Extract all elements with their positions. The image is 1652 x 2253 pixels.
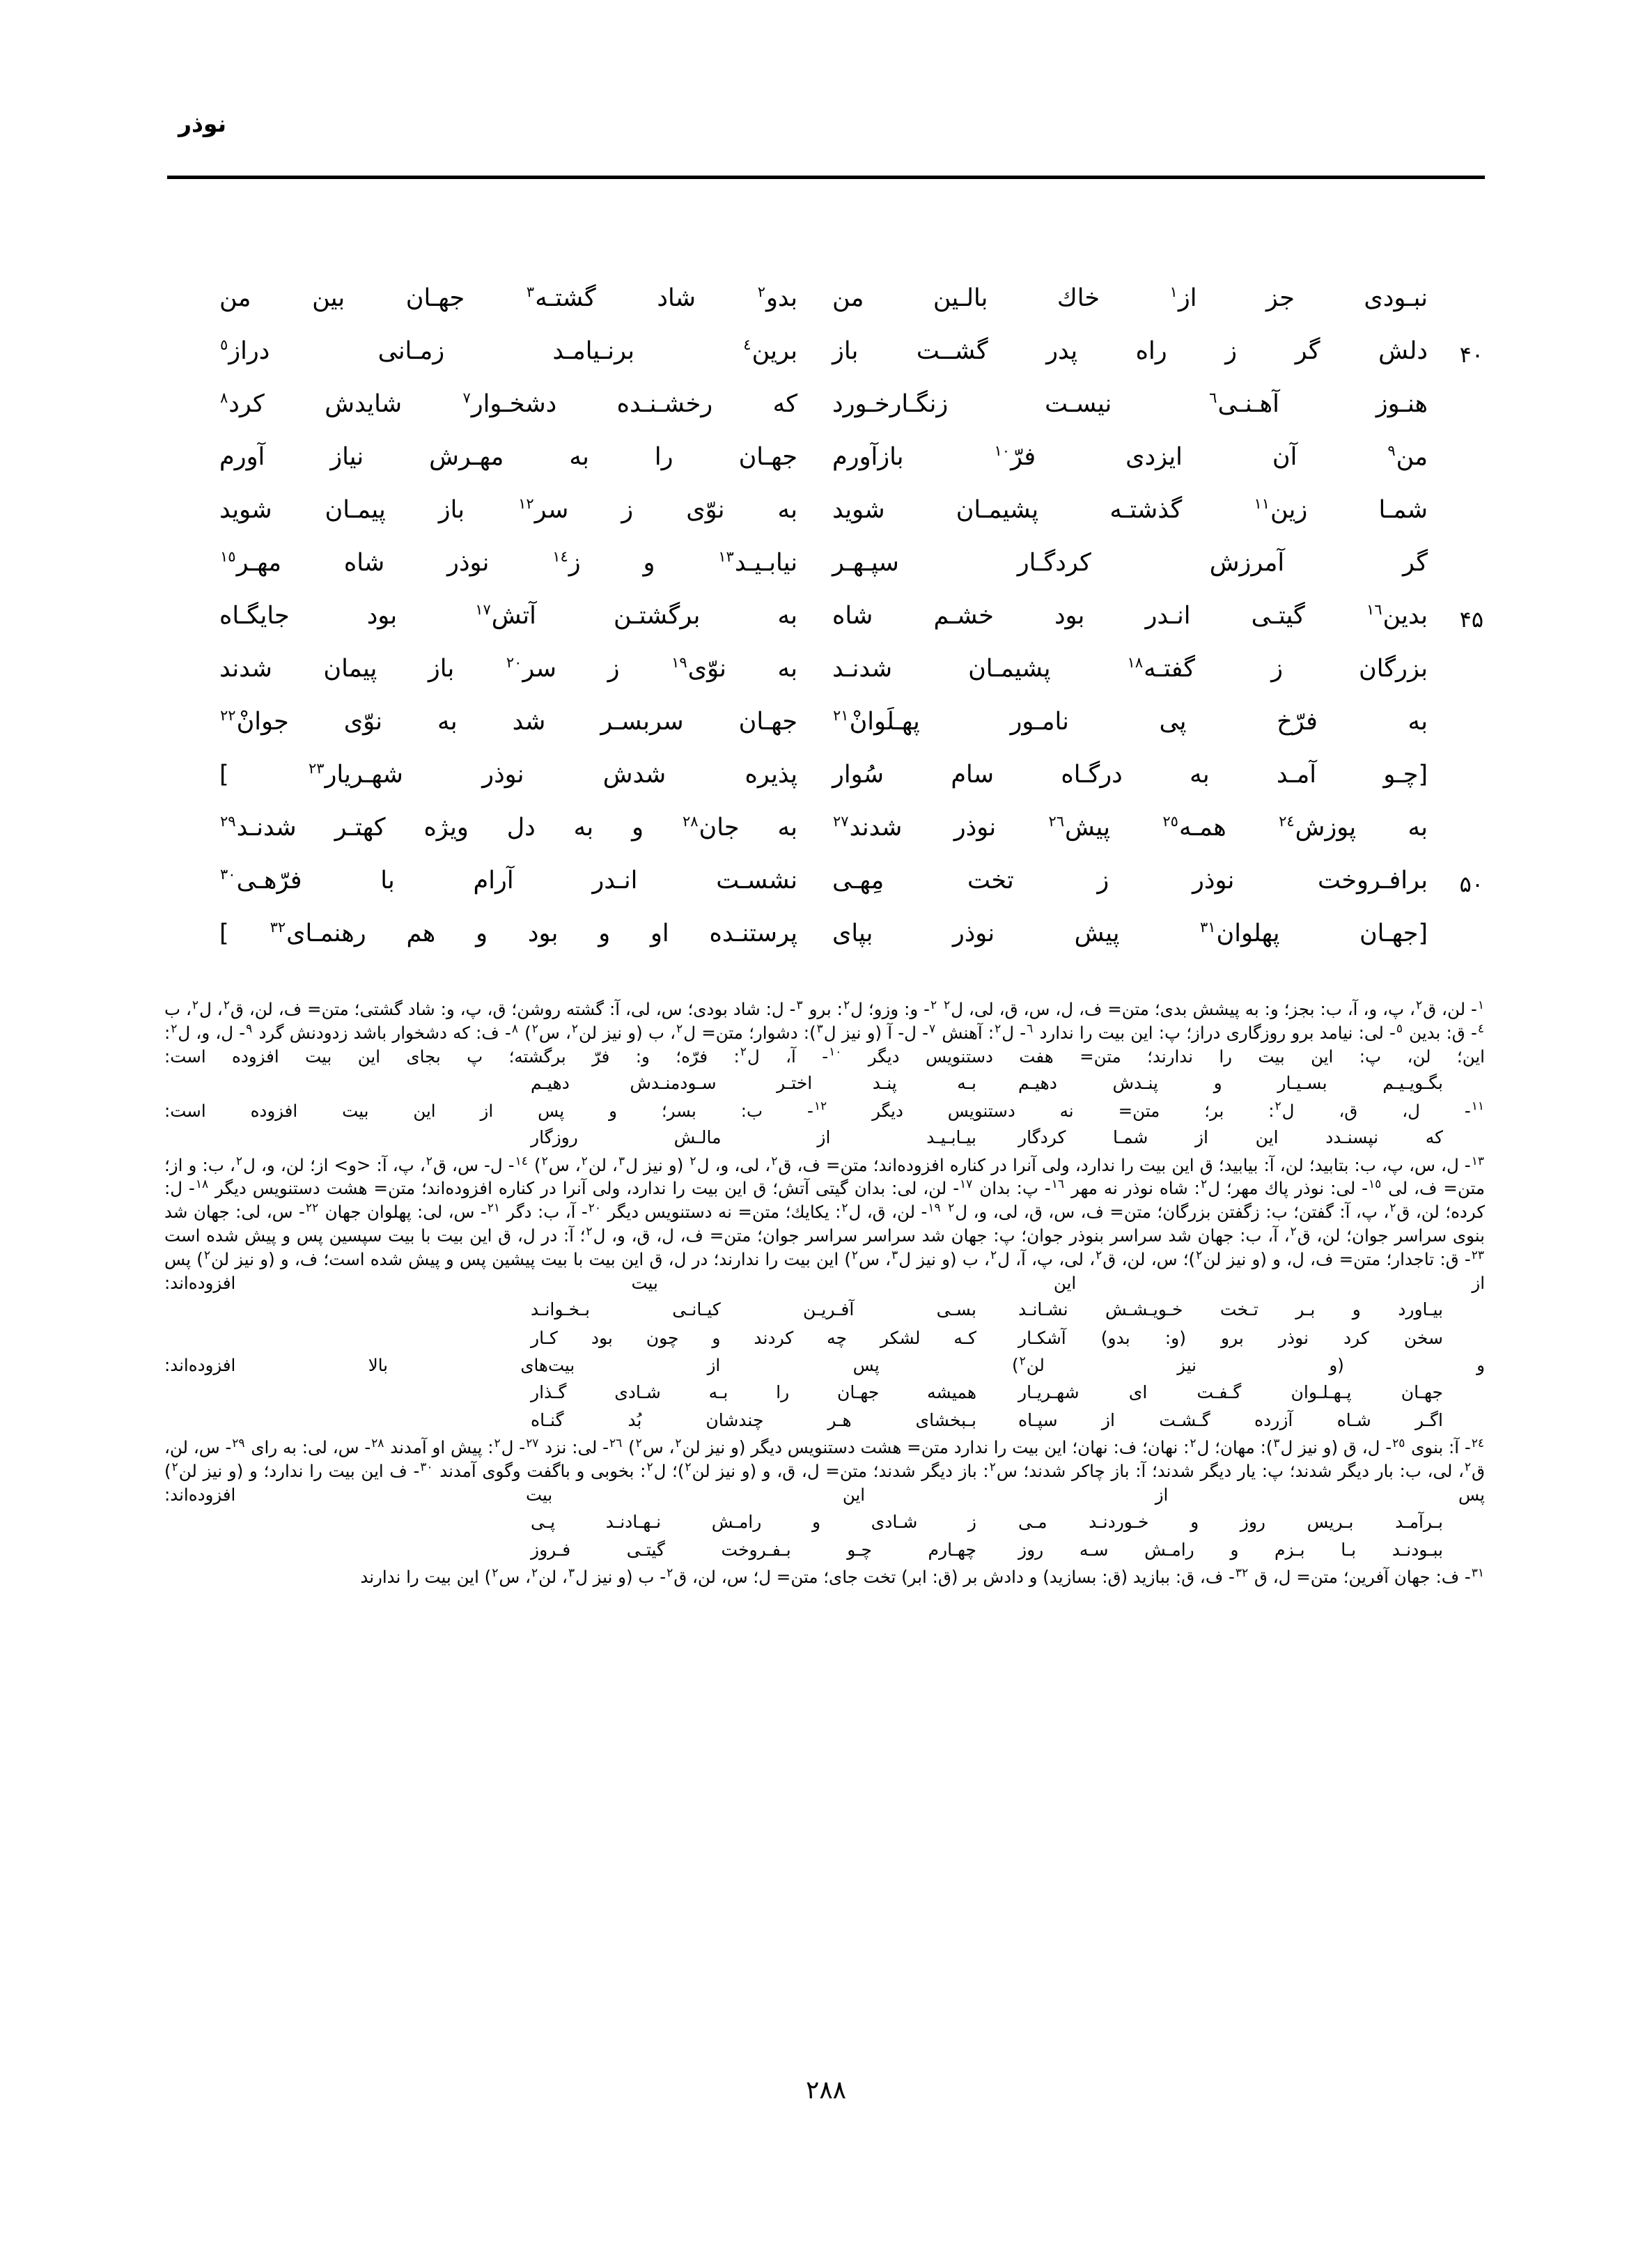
hemistich-right: برافـروخت نوذر ز تخت مِهـی xyxy=(832,867,1428,895)
verse-number: ۴۵ xyxy=(1459,606,1483,633)
verse-number: ۴۰ xyxy=(1459,341,1483,368)
verse-number xyxy=(1428,438,1488,447)
verse-couplet xyxy=(164,808,1488,861)
verse-number xyxy=(1428,755,1488,765)
quoted-hemistich-right: که نپسنـدد اين از شمـا کردگار xyxy=(1018,1127,1443,1148)
hemistich-left: جهـان را به مهـرش نياز آورم xyxy=(219,443,797,471)
verse-number xyxy=(1428,543,1488,553)
verse-block xyxy=(164,279,1488,967)
hemistich-right: دلش گر ز راه پدر گشــت باز xyxy=(832,337,1428,365)
hemistich-left: که رخشـنـده دشخـوار$^٧$ شايدش کرد$^٨$ xyxy=(220,389,798,418)
hemistich-left: پرستنـده او و بود و هم رهنمـای$^{٣٢}$ ] xyxy=(219,919,798,947)
footnote-line: $^١$- لن، ق$^٢$، پ، و، آ، ب: بجز؛ و: به پيشش بدی؛ متن= ف، ل، س، ق، لی، ل$^٢$ $^٢$- و: وزو؛ ل$^٢$: برو $^٣$- ل: شاد بودی؛ س، لی، آ: گشته روشن؛ ق، پ، و: شاد گشتی؛ متن= ف، لن، ق$^٢$، ل$^٢$، ب $^٤$- ق: بدين $^٥$- لی: نيامد برو روزگاری دراز؛ پ: اين بيت را ندارد $^٦$- ل$^٢$: آهنش $^٧$- ل- آ (و نيز ل$^٣$): دشوار؛ متن= ل$^٢$، ب (و نيز لن$^٢$، س$^٢$) $^٨$- ف: که دشخوار باشد زدودنش گرد $^٩$- ل، و، ل$^٢$: اين؛ لن، پ: اين بيت را ندارند؛ متن= هفت دستنويس ديگر $^{١٠}$- آ، ل$^٢$: فرّه؛ و: فرّ برگشته؛ پ بجای اين بيت افزوده است: xyxy=(164,998,1485,1067)
quoted-hemistich-left: بـبخشای هـر چندشان بُد گنـاه xyxy=(531,1410,976,1431)
hemistich-left: بدو$^٢$ شاد گشتـه$^٣$ جهـان بين من xyxy=(219,284,797,312)
verse-couplet xyxy=(164,702,1488,755)
verse-number xyxy=(1428,808,1488,818)
quoted-hemistich-left: بـه پنـد اختـر سـودمنـدش دهيـم xyxy=(531,1073,976,1094)
verse-number xyxy=(1428,914,1488,924)
quoted-hemistich-right: بـرآمـد بـريس روز و خـوردنـد مـی xyxy=(1018,1511,1443,1532)
quoted-hemistich-right: ببـودنـد بـا بـزم و رامـش سـه روز xyxy=(1018,1539,1443,1560)
header-rule xyxy=(167,176,1485,179)
quoted-hemistich-right: سخن کرد نوذر برو (و: بدو) آشکـار xyxy=(1018,1327,1443,1348)
folio-number: ۲۸۸ xyxy=(805,2076,846,2105)
verse-couplet xyxy=(164,861,1488,914)
footnote-line: $^{١٣}$- ل، س، پ، ب: بتابيد؛ لن، آ: بيابيد؛ ق اين بيت را ندارد، ولی آنرا در کناره افزوده‌اند؛ متن= ف، ق$^٢$، لی، و، ل$^٢$ (و نيز ل$^٣$، لن$^٢$، س$^٢$) $^{١٤}$- ل- س، ق$^٢$، پ، آ: <و> از؛ لن، و، ل$^٢$، ب: و از؛ متن= ف، لی $^{١٥}$- لی: نوذر پاك مهر؛ ل$^٢$: شاه نوذر نه مهر $^{١٦}$- پ: بدان $^{١٧}$- لن، لی: بدان گيتی آتش؛ ق اين بيت را ندارد، ولی آنرا در کناره افزوده‌اند؛ متن= هشت دستنويس ديگر $^{١٨}$- ل: کرده؛ لن، ق$^٢$، پ، آ: گفتن؛ ب: زگفتن بزرگان؛ متن= ف، س، ق، لی، و، ل$^٢$ $^{١٩}$- لن، ق، ل$^٢$: يکايك؛ متن= نه دستنويس ديگر $^{٢٠}$- آ، ب: دگر $^{٢١}$- س، لی: پهلوان جهان $^{٢٢}$- س، لی: جهان شد بنوی سراسر جوان؛ لن، ق$^٢$، آ، ب: جهان شد سراسر بنوذر جوان؛ پ: جهان شد سراسر سراسر جوان؛ متن= ف، ل، ق، و، ل$^٢$؛ آ: در ل، ق اين بيت با بيت سپسين پس و پيش شده است $^{٢٣}$- ق: تاجدار؛ متن= ف، ل، و (و نيز لن$^٢$)؛ س، لن، ق$^٢$، لی، پ، آ، ل$^٢$، ب (و نيز ل$^٣$، س$^٢$) اين بيت را ندارند؛ در ل، ق اين بيت با بيت پيشين پس و پيش شده است؛ ف، و (و نيز لن$^٢$) پس از اين بيت افزوده‌اند: xyxy=(164,1154,1486,1293)
verse-couplet xyxy=(164,438,1488,490)
verse-couplet xyxy=(164,332,1488,385)
quoted-hemistich-right: جهـان پـهـلـوان گـفـت ای شهـريـار xyxy=(1018,1381,1443,1402)
hemistich-right: گر آمرزش کردگـار سپـهـر xyxy=(832,549,1428,577)
verse-number xyxy=(1428,279,1488,288)
hemistich-right: [چـو آمـد به درگـاه سام سُوار xyxy=(832,761,1428,789)
hemistich-left: جهـان سربسـر شد به نوّی جوانْ$^{٢٢}$ xyxy=(220,707,797,736)
verse-number xyxy=(1428,702,1488,712)
hemistich-right: به فرّخ پی نامـور پهـلَوانْ$^{٢١}$ xyxy=(833,707,1428,736)
hemistich-left: پذيره شدش نوذر شهـريار$^{٢٣}$ ] xyxy=(219,760,798,789)
verse-couplet xyxy=(164,385,1488,438)
quoted-hemistich-left: هميشه جهـان را بـه شـادی گـذار xyxy=(531,1381,976,1402)
verse-couplet xyxy=(164,649,1488,702)
footnote-quoted-couplet xyxy=(164,1297,1485,1322)
verse-couplet xyxy=(164,596,1488,649)
verse-couplet xyxy=(164,279,1488,332)
hemistich-right: من$^٩$ آن ايزدی فرّ$^{١٠}$ بازآورم xyxy=(832,442,1428,471)
footnote-line: $^{٢٤}$- آ: بنوی $^{٢٥}$- ل، ق (و نيز ل$^٣$): مهان؛ ل$^٢$: نهان؛ ف: نهان؛ اين بيت را ندارد متن= هشت دستنويس ديگر (و نيز لن$^٢$، س$^٢$) $^{٢٦}$- لی: نزد $^{٢٧}$- ل$^٢$: پيش او آمدند $^{٢٨}$- س، لی: به رای $^{٢٩}$- س، لن، ق$^٢$، لی، ب: بار ديگر شدند؛ پ: يار ديگر شدند؛ آ: باز چاکر شدند؛ س$^٢$: باز ديگر شدند؛ متن= ل، ق، و (و نيز لن$^٢$)؛ ل$^٢$: بخوبی و باگفت وگوی آمدند $^{٣٠}$- ف اين بيت را ندارد؛ و (و نيز لن$^٢$) پس از اين بيت افزوده‌اند: xyxy=(164,1437,1486,1505)
hemistich-right: بزرگان ز گفتـه$^{١٨}$ پشيمـان شدنـد xyxy=(832,654,1428,683)
footnote-line: و (و نيز لن$^٢$) پس از بيت‌های بالا افزوده‌اند: xyxy=(164,1354,1485,1375)
verse-couplet xyxy=(164,755,1488,808)
footnote-quoted-couplet xyxy=(164,1538,1485,1563)
hemistich-right: به پوزش$^{٢٤}$ همـه$^{٢٥}$ پيش$^{٢٦}$ نوذر شدند$^{٢٧}$ xyxy=(833,813,1428,842)
verse-number xyxy=(1428,385,1488,394)
quoted-hemistich-left: ز شـادی و رامـش نـهـادنـد پـی xyxy=(531,1511,976,1532)
footnote-quoted-couplet xyxy=(164,1326,1485,1351)
hemistich-left: نشسـت انـدر آرام با فرّهـی$^{٣٠}$ xyxy=(220,866,797,895)
footnote-line: $^{١١}$- ل، ق، ل$^٢$: بر؛ متن= نه دستنويس ديگر $^{١٢}$- ب: بسر؛ و پس از اين بيت افزوده است: xyxy=(164,1099,1484,1121)
quoted-hemistich-right: بيـاورد و بـر تـخت خـويـشـش نشـانـد xyxy=(1018,1299,1443,1320)
verse-couplet xyxy=(164,490,1488,543)
verse-number xyxy=(1428,490,1488,500)
hemistich-right: نبـودی جز از$^١$ خاك بالـين من xyxy=(832,284,1428,312)
footnote-quoted-couplet xyxy=(164,1125,1485,1150)
hemistich-right: بدين$^{١٦}$ گيتـی انـدر بود خشـم شاه xyxy=(832,601,1428,630)
quoted-hemistich-right: بگـويـيـم بسـيـار و پنـدش دهيـم xyxy=(1018,1073,1443,1094)
footnote-quoted-couplet xyxy=(164,1510,1485,1535)
hemistich-left: به نوّی$^{١٩}$ ز سر$^{٢٠}$ باز پيمان شدند xyxy=(219,654,797,683)
verse-number xyxy=(1428,649,1488,659)
hemistich-left: به جان$^{٢٨}$ و به دل ويژه کهتـر شدنـد$^{٢٩}$ xyxy=(220,813,797,842)
hemistich-right: شمـا زين$^{١١}$ گذشتـه پشيمـان شويد xyxy=(832,495,1428,524)
quoted-hemistich-left: کـه لشکر چه کردند و چون بود کـار xyxy=(531,1327,976,1348)
hemistich-left: به برگشتـن آتش$^{١٧}$ بود جايگـاه xyxy=(219,601,797,630)
quoted-hemistich-left: بيـابـيـد از مالـش روزگار xyxy=(531,1127,976,1148)
quoted-hemistich-right: اگـر شـاه آزرده گـشـت از سپـاه xyxy=(1018,1410,1443,1431)
running-head xyxy=(164,110,1488,137)
footnote-line: $^{٣١}$- ف: جهان آفرين؛ متن= ل، ق $^{٣٢}$- ف، ق: ببازيد (ق: بسازيد) و دادش بر (ق: ابر) تخت جای؛ متن= ل؛ س، لن، ق$^٢$- ب (و نيز ل$^٣$، لن$^٢$، س$^٢$) اين بيت را ندارند xyxy=(360,1566,1484,1588)
verse-couplet xyxy=(164,543,1488,596)
chapter-title: نوذر xyxy=(178,110,227,137)
quoted-hemistich-left: چهـارم چـو بـفـروخت گيتـی فـروز xyxy=(531,1539,976,1560)
quoted-hemistich-left: بسـی آفـريـن کيـانـی بـخـوانـد xyxy=(531,1299,976,1320)
footnote-quoted-couplet xyxy=(164,1071,1485,1096)
verse-number: ۵۰ xyxy=(1459,871,1483,897)
footnote-block xyxy=(164,998,1485,1590)
verse-couplet xyxy=(164,914,1488,967)
hemistich-left: به نوّی ز سر$^{١٢}$ باز پيمـان شويد xyxy=(219,495,797,524)
footnote-quoted-couplet xyxy=(164,1380,1485,1405)
hemistich-right: هنـوز آهـنـی$^٦$ نيسـت زنگـارخـورد xyxy=(832,389,1428,418)
footnote-quoted-couplet xyxy=(164,1408,1485,1433)
hemistich-right: [جهـان پهلوان$^{٣١}$ پيش نوذر بپای xyxy=(832,919,1428,947)
hemistich-left: برين$^٤$ برنـيامـد زمـانی دراز$^٥$ xyxy=(220,336,797,365)
hemistich-left: نيابـيـد$^{١٣}$ و ز$^{١٤}$ نوذر شاه مهـر$^{١٥}$ xyxy=(220,548,797,577)
